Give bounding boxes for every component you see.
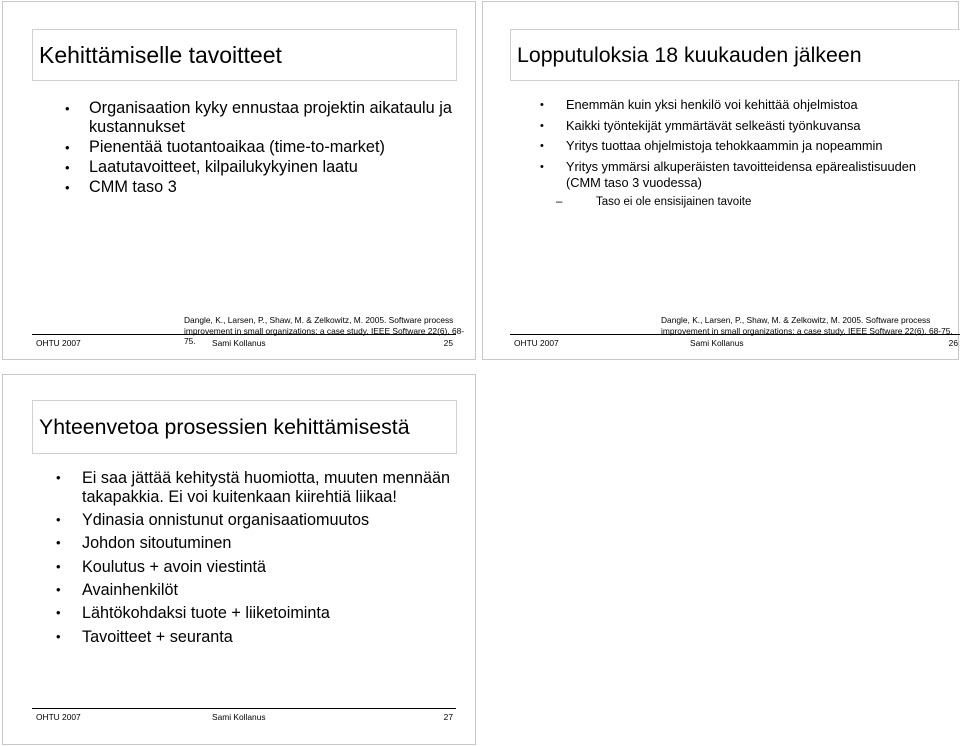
bullet-dot-icon: • xyxy=(540,99,544,111)
bullet-dot-icon: • xyxy=(540,140,544,152)
bullet-dot-icon: • xyxy=(65,140,70,155)
slide-title: Kehittämiselle tavoitteet xyxy=(39,41,282,68)
reference-citation: Dangle, K., Larsen, P., Shaw, M. & Zelkowitz, M. 2005. Software process improvement in small organizations: a case study. IEEE Software 22(6), 68-75. xyxy=(661,315,953,336)
bullet-item: • Koulutus + avoin viestintä xyxy=(56,557,267,576)
slide-title-box xyxy=(32,29,457,81)
bullet-list xyxy=(65,99,455,198)
slide-25 xyxy=(2,1,476,360)
bullet-dot-icon: • xyxy=(56,628,61,644)
bullet-item: • Organisaation kyky ennustaa projektin aikataulu ja kustannukset xyxy=(65,99,452,136)
bullet-item: • Yritys tuottaa ohjelmistoja tehokkaammin ja nopeammin xyxy=(540,138,883,153)
slide-title-box xyxy=(510,29,960,81)
footer-page-number: 25 xyxy=(443,338,453,348)
bullet-dot-icon: • xyxy=(56,470,61,485)
bullet-dot-icon: • xyxy=(65,160,70,175)
bullet-dot-icon: • xyxy=(56,512,61,528)
slide-title: Lopputuloksia 18 kuukauden jälkeen xyxy=(517,42,862,67)
slide-footer xyxy=(510,334,960,350)
footer-author: Sami Kollanus xyxy=(212,712,266,722)
bullet-dot-icon: • xyxy=(56,581,61,597)
footer-course: OHTU 2007 xyxy=(36,712,81,722)
bullet-dot-icon: • xyxy=(540,119,544,132)
bullet-dot-icon: • xyxy=(65,180,70,195)
slide-footer xyxy=(32,334,456,350)
slide-27 xyxy=(2,374,476,745)
bullet-item: • CMM taso 3 xyxy=(65,178,177,196)
footer-page-number: 26 xyxy=(948,338,958,348)
bullet-dot-icon: • xyxy=(56,605,61,621)
bullet-list xyxy=(56,469,456,651)
bullet-item: • Avainhenkilöt xyxy=(56,580,178,599)
footer-course: OHTU 2007 xyxy=(36,338,81,348)
footer-course: OHTU 2007 xyxy=(514,338,559,348)
bullet-item: • Pienentää tuotantoaikaa (time-to-market) xyxy=(65,138,385,156)
bullet-dot-icon: • xyxy=(56,535,61,551)
reference-citation: Dangle, K., Larsen, P., Shaw, M. & Zelkowitz, M. 2005. Software process improvement in small organizations: a case study. IEEE Software 22(6), 68-75. xyxy=(184,315,465,346)
bullet-item: • Kaikki työntekijät ymmärtävät selkeästi työnkuvansa xyxy=(540,117,861,133)
slide-title: Yhteenvetoa prosessien kehittämisestä xyxy=(39,414,410,439)
bullet-item: • Enemmän kuin yksi henkilö voi kehittää ohjelmistoa xyxy=(540,97,858,112)
slide-footer xyxy=(32,708,456,724)
bullet-dot-icon: • xyxy=(56,558,61,574)
bullet-dot-icon: • xyxy=(65,101,70,116)
footer-author: Sami Kollanus xyxy=(690,338,744,348)
bullet-item: • Yritys ymmärsi alkuperäisten tavoitteidensa epärealistisuuden (CMM taso 3 vuodessa) xyxy=(540,158,916,190)
slide-title-box xyxy=(32,400,457,454)
bullet-item: • Laatutavoitteet, kilpailukykyinen laatu xyxy=(65,158,358,176)
bullet-item: • Lähtökohdaksi tuote + liiketoiminta xyxy=(56,604,330,623)
bullet-item: • Tavoitteet + seuranta xyxy=(56,627,233,646)
footer-page-number: 27 xyxy=(443,712,453,722)
bullet-item: • Johdon sitoutuminen xyxy=(56,534,232,553)
slide-26 xyxy=(482,1,959,360)
dash-bullet-icon: – xyxy=(556,195,563,208)
footer-author: Sami Kollanus xyxy=(212,338,266,348)
sub-bullet-item: – Taso ei ole ensisijainen tavoite xyxy=(540,194,950,211)
bullet-list xyxy=(540,97,950,214)
bullet-item: • Ydinasia onnistunut organisaatiomuutos xyxy=(56,511,370,530)
bullet-item: • Ei saa jättää kehitystä huomiotta, muuten mennään takapakkia. Ei voi kuitenkaan kiirehtiä liikaa! xyxy=(56,469,451,506)
bullet-dot-icon: • xyxy=(540,160,544,173)
